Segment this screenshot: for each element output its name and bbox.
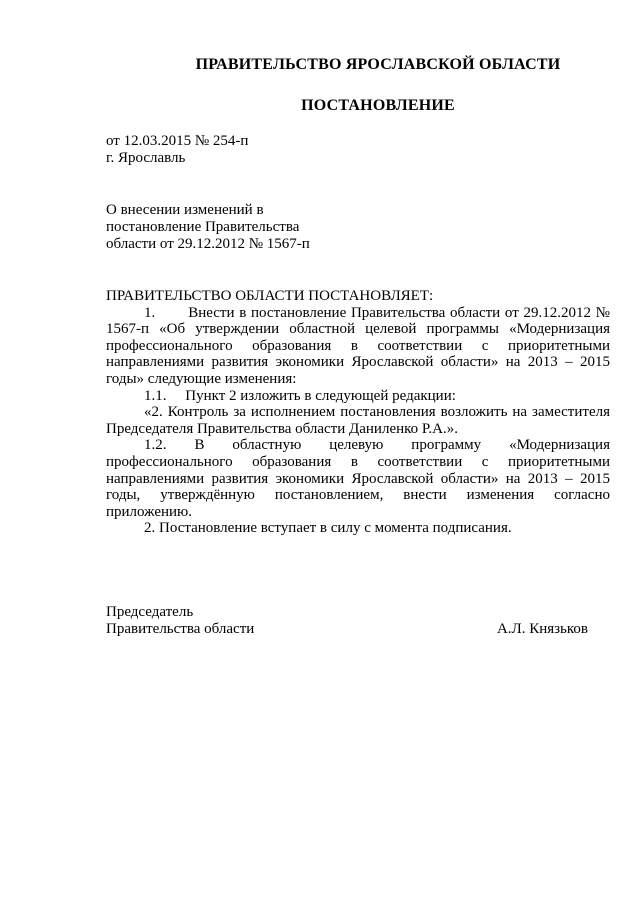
signer-name: А.Л. Князьков: [496, 621, 588, 637]
org-title: ПРАВИТЕЛЬСТВО ЯРОСЛАВСКОЙ ОБЛАСТИ: [195, 56, 561, 73]
signer-position-line-2: Правительства области: [106, 621, 255, 637]
preamble: ПРАВИТЕЛЬСТВО ОБЛАСТИ ПОСТАНОВЛЯЕТ:: [106, 288, 434, 304]
signature-block: [106, 604, 588, 638]
city: г. Ярославль: [106, 150, 186, 166]
paragraph-1: 1. Внести в постановление Правительства области от 29.12.2012 № 1567-п «Об утверждении областной целевой программы «Модернизация профессионального образования в соответствии с приоритетными направлениями развития экономики Ярославской области» на 2013 – 2015 годы» следующие изменения:: [106, 304, 610, 387]
signature-row: [106, 621, 588, 638]
paragraph-1-1-quote: «2. Контроль за исполнением постановления возложить на заместителя Председателя Правительства области Даниленко Р.А.».: [106, 404, 610, 437]
signer-position-line-1: Председатель: [106, 604, 194, 620]
subject-line-3: области от 29.12.2012 № 1567-п: [106, 236, 310, 252]
subject-line-2: постановление Правительства: [106, 219, 300, 235]
paragraph-1-1: 1.1. Пункт 2 изложить в следующей редакции:: [144, 387, 456, 404]
date-number: от 12.03.2015 № 254-п: [106, 133, 249, 149]
paragraph-1-2: 1.2. В областную целевую программу «Модернизация профессионального образования в соответствии с приоритетными направлениями развития экономики Ярославской области» на 2013 – 2015 годы, утверждённую постановлением, внести изменения согласно приложению.: [106, 437, 610, 520]
subject-line-1: О внесении изменений в: [106, 202, 264, 218]
paragraph-2: 2. Постановление вступает в силу с момента подписания.: [144, 520, 512, 537]
doc-type-title: ПОСТАНОВЛЕНИЕ: [301, 97, 455, 114]
document-body: [106, 288, 610, 537]
